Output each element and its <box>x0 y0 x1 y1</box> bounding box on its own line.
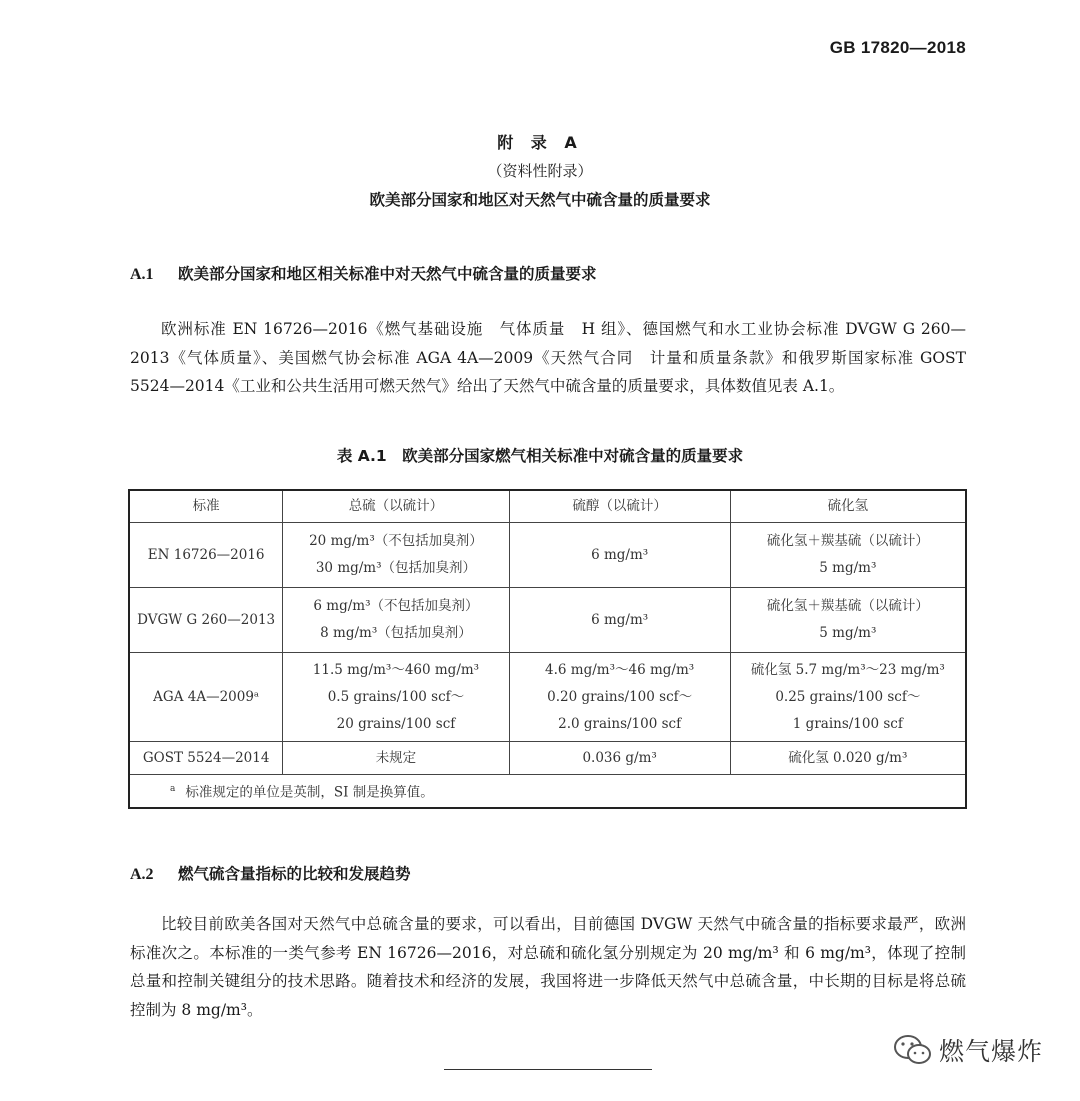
cell-h2s: 硫化氢 5.7 mg/m³～23 mg/m³ 0.25 grains/100 scf～ 1 grains/100 scf <box>730 653 966 742</box>
cell-standard: AGA 4A—2009ᵃ <box>129 653 283 742</box>
appendix-nature: （资料性附录） <box>487 162 593 180</box>
table-caption: 表 A.1 欧美部分国家燃气相关标准中对硫含量的质量要求 <box>336 447 744 465</box>
section-a1-heading <box>130 262 597 284</box>
cell-h2s: 硫化氢＋羰基硫（以硫计） 5 mg/m³ <box>730 523 966 588</box>
cell-h2s: 硫化氢 0.020 g/m³ <box>730 742 966 775</box>
cell-standard: DVGW G 260—2013 <box>129 588 283 653</box>
footnote-mark: a <box>170 783 176 794</box>
cell-mercaptan: 0.036 g/m³ <box>509 742 730 775</box>
table-footnote <box>129 775 966 809</box>
header-mercaptan: 硫醇（以硫计） <box>509 490 730 523</box>
table-row <box>129 588 966 653</box>
section-a1-paragraph: 欧洲标准 EN 16726—2016《燃气基础设施 气体质量 H 组》、德国燃气和水工业协会标准 DVGW G 260—2013《气体质量》、美国燃气协会标准 AGA 4A—2009《天然气合同 计量和质量条款》和俄罗斯国家标准 GOST 5524—2014《工业和公共生活用可燃天然气》给出了天然气中硫含量的质量要求，具体数值见表 A.1。 <box>130 320 966 395</box>
cell-mercaptan: 4.6 mg/m³～46 mg/m³ 0.20 grains/100 scf～ 2.0 grains/100 scf <box>509 653 730 742</box>
table-row <box>129 742 966 775</box>
cell-h2s: 硫化氢＋羰基硫（以硫计） 5 mg/m³ <box>730 588 966 653</box>
cell-standard: EN 16726—2016 <box>129 523 283 588</box>
header-standard: 标准 <box>129 490 283 523</box>
appendix-title: 欧美部分国家和地区对天然气中硫含量的质量要求 <box>369 191 711 209</box>
cell-standard: GOST 5524—2014 <box>129 742 283 775</box>
wechat-icon <box>893 1033 933 1067</box>
section-a2-paragraph: 比较目前欧美各国对天然气中总硫含量的要求，可以看出，目前德国 DVGW 天然气中硫含量的指标要求最严，欧洲标准次之。本标准的一类气参考 EN 16726—2016，对总硫和硫化氢分别规定为 20 mg/m³ 和 6 mg/m³，体现了控制总量和控制关键组分的技术思路。随着技术和经济的发展，我国将进一步降低天然气中总硫含量，中长期的目标是将总硫控制为 8 mg/m³。 <box>130 915 966 1019</box>
section-a2-number: A.2 <box>130 866 154 883</box>
page-divider <box>444 1069 652 1070</box>
section-a1-title: 欧美部分国家和地区相关标准中对天然气中硫含量的质量要求 <box>178 265 597 283</box>
standard-id: GB 17820—2018 <box>829 38 966 57</box>
section-a2-title: 燃气硫含量指标的比较和发展趋势 <box>178 865 411 883</box>
cell-total-sulfur: 未规定 <box>283 742 509 775</box>
cell-total-sulfur: 11.5 mg/m³～460 mg/m³ 0.5 grains/100 scf～ 20 grains/100 scf <box>283 653 509 742</box>
header-h2s: 硫化氢 <box>730 490 966 523</box>
section-a1-number: A.1 <box>130 266 154 283</box>
cell-total-sulfur: 20 mg/m³（不包括加臭剂） 30 mg/m³（包括加臭剂） <box>283 523 509 588</box>
section-a2-heading <box>130 862 411 884</box>
cell-mercaptan: 6 mg/m³ <box>509 523 730 588</box>
appendix-label: 附 录 A <box>497 133 583 152</box>
footnote-text: 标准规定的单位是英制，SI 制是换算值。 <box>185 784 434 801</box>
cell-total-sulfur: 6 mg/m³（不包括加臭剂） 8 mg/m³（包括加臭剂） <box>283 588 509 653</box>
watermark <box>893 1032 1043 1068</box>
table-row <box>129 653 966 742</box>
sulfur-requirements-table <box>128 489 967 809</box>
table-row <box>129 523 966 588</box>
watermark-text: 燃气爆炸 <box>939 1037 1044 1066</box>
cell-mercaptan: 6 mg/m³ <box>509 588 730 653</box>
header-total-sulfur: 总硫（以硫计） <box>283 490 509 523</box>
